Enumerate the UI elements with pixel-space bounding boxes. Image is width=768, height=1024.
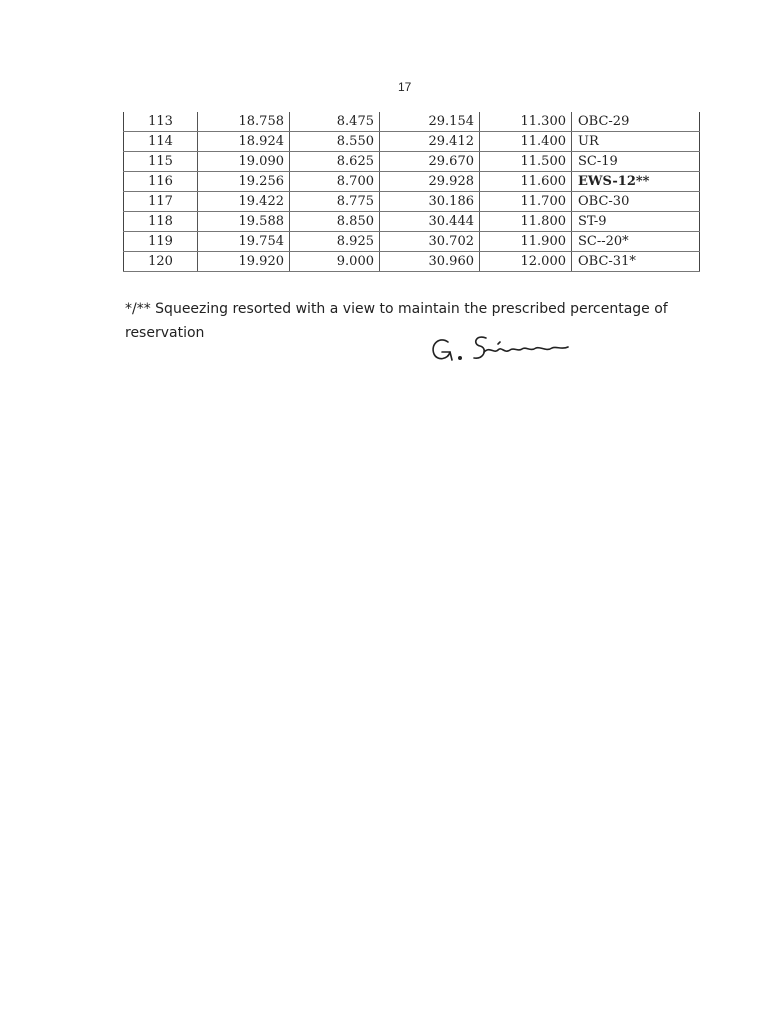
category-cell: ST-9 xyxy=(572,212,700,232)
category-cell: UR xyxy=(572,132,700,152)
value-cell: 30.186 xyxy=(380,192,480,212)
value-cell: 19.422 xyxy=(198,192,290,212)
category-cell: OBC-29 xyxy=(572,112,700,132)
value-cell: 19.588 xyxy=(198,212,290,232)
row-number-cell: 116 xyxy=(124,172,198,192)
value-cell: 11.700 xyxy=(480,192,572,212)
row-number-cell: 113 xyxy=(124,112,198,132)
roster-table-body xyxy=(124,112,700,272)
table-row xyxy=(124,212,700,232)
value-cell: 8.775 xyxy=(290,192,380,212)
value-cell: 19.754 xyxy=(198,232,290,252)
value-cell: 11.600 xyxy=(480,172,572,192)
row-number-cell: 118 xyxy=(124,212,198,232)
table-row xyxy=(124,152,700,172)
value-cell: 8.550 xyxy=(290,132,380,152)
value-cell: 29.928 xyxy=(380,172,480,192)
category-cell: OBC-31* xyxy=(572,252,700,272)
category-cell: OBC-30 xyxy=(572,192,700,212)
page-number: 17 xyxy=(398,80,412,94)
value-cell: 18.758 xyxy=(198,112,290,132)
value-cell: 8.850 xyxy=(290,212,380,232)
row-number-cell: 120 xyxy=(124,252,198,272)
category-cell: EWS-12** xyxy=(572,172,700,192)
value-cell: 11.300 xyxy=(480,112,572,132)
value-cell: 8.700 xyxy=(290,172,380,192)
category-cell: SC--20* xyxy=(572,232,700,252)
roster-table xyxy=(123,112,700,272)
table-row xyxy=(124,112,700,132)
value-cell: 30.960 xyxy=(380,252,480,272)
value-cell: 19.256 xyxy=(198,172,290,192)
value-cell: 8.625 xyxy=(290,152,380,172)
value-cell: 19.920 xyxy=(198,252,290,272)
table-row xyxy=(124,192,700,212)
value-cell: 11.800 xyxy=(480,212,572,232)
value-cell: 11.400 xyxy=(480,132,572,152)
signature-image xyxy=(428,330,588,370)
signature xyxy=(428,330,588,374)
footnote: */** Squeezing resorted with a view to maintain the prescribed percentage of reservation xyxy=(125,301,668,341)
value-cell: 29.154 xyxy=(380,112,480,132)
table-row xyxy=(124,232,700,252)
value-cell: 11.900 xyxy=(480,232,572,252)
table-row xyxy=(124,252,700,272)
value-cell: 8.475 xyxy=(290,112,380,132)
row-number-cell: 117 xyxy=(124,192,198,212)
table-row xyxy=(124,172,700,192)
value-cell: 29.670 xyxy=(380,152,480,172)
value-cell: 11.500 xyxy=(480,152,572,172)
category-cell: SC-19 xyxy=(572,152,700,172)
row-number-cell: 115 xyxy=(124,152,198,172)
table-row xyxy=(124,132,700,152)
value-cell: 19.090 xyxy=(198,152,290,172)
value-cell: 8.925 xyxy=(290,232,380,252)
row-number-cell: 114 xyxy=(124,132,198,152)
value-cell: 18.924 xyxy=(198,132,290,152)
value-cell: 9.000 xyxy=(290,252,380,272)
value-cell: 12.000 xyxy=(480,252,572,272)
value-cell: 29.412 xyxy=(380,132,480,152)
value-cell: 30.444 xyxy=(380,212,480,232)
value-cell: 30.702 xyxy=(380,232,480,252)
row-number-cell: 119 xyxy=(124,232,198,252)
